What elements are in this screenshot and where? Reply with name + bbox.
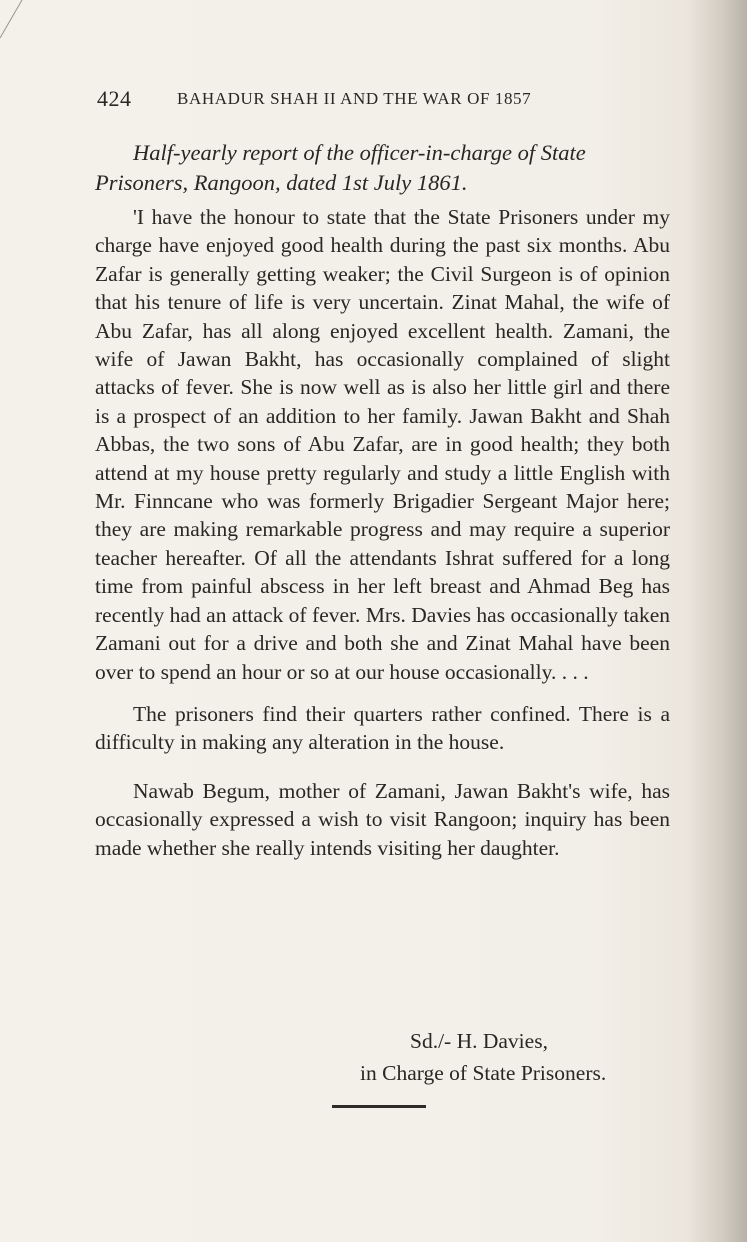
page-header [97,86,617,116]
paragraph-quarters: The prisoners find their quarters rather confined. There is a difficulty in making any alteration in the house. [95,701,670,755]
report-title-line-1: Half-yearly report of the officer-in-charge of State [133,140,586,165]
running-title: BAHADUR SHAH II AND THE WAR OF 1857 [177,89,532,108]
paragraph-health-report: 'I have the honour to state that the State Prisoners under my charge have enjoyed good health during the past six months. Abu Zafar is generally getting weaker; the Civil Surgeon is of opinion that his tenure of life is very uncertain. Zinat Mahal, the wife of Abu Zafar, has all along enjoyed excellent health. Zamani, the wife of Jawan Bakht, has occasionally complained of slight attacks of fever. She is now well as is also her little girl and there is a prospect of an addition to her family. Jawan Bakht and Shah Abbas, the two sons of Abu Zafar, are in good health; they both attend at my house pretty regularly and study a little English with Mr. Finncane who was formerly Brigadier Sergeant Major here; they are making remarkable progress and may require a superior teacher hereafter. Of all the attendants Ishrat suffered for a long time from painful abscess in her left breast and Ahmad Beg has recently had an attack of fever. Mrs. Davies has occasionally taken Zamani out for a drive and both she and Zinat Mahal have been over to spend an hour or so at our house occasionally. . . . [95,205,670,684]
page-number: 424 [97,86,132,111]
report-body [95,203,670,862]
report-title-line-2: Prisoners, Rangoon, dated 1st July 1861. [95,170,468,195]
paragraph-nawab-begum: Nawab Begum, mother of Zamani, Jawan Bakht's wife, has occasionally expressed a wish to visit Rangoon; inquiry has been made whether she really intends visiting her daughter. [95,778,670,860]
signature-name: Sd./- H. Davies, [410,1029,548,1053]
report-title [95,138,675,198]
page-corner-mark [0,0,40,40]
signature-title: in Charge of State Prisoners. [360,1061,607,1085]
section-end-rule [332,1105,426,1108]
binding-shadow [687,0,747,1242]
